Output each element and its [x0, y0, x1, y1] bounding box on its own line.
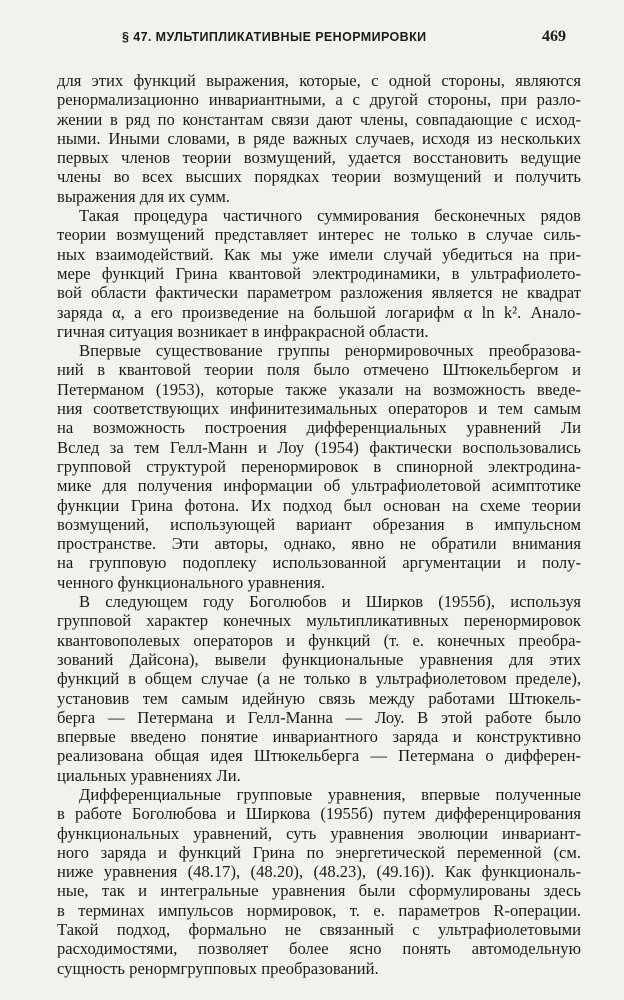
text-line: реализована общая идея Штюкельберга — Петермана о дифферен- — [57, 746, 581, 766]
page-number: 469 — [542, 28, 566, 45]
text-line: Дифференциальные групповые уравнения, впервые полученные — [79, 784, 581, 804]
text-line: мике для получения информации об ультрафиолетовой асимптотике — [57, 476, 581, 496]
text-line: выражения для их сумм. — [57, 186, 231, 206]
body-text — [57, 71, 581, 978]
text-line: ний в квантовой теории поля было отмечено Штюкельбергом и — [57, 360, 581, 380]
text-line: Такая процедура частичного суммирования бесконечных рядов — [79, 206, 581, 226]
paragraph-2 — [57, 206, 581, 341]
text-line: теории возмущений представляет интерес не только в случае силь- — [57, 225, 581, 245]
text-line: ниже уравнения (48.17), (48.20), (48.23), (49.16)). Как функциональ- — [57, 862, 581, 882]
text-line: первых членов теории возмущений, удается восстановить ведущие — [57, 148, 581, 168]
paragraph-3 — [57, 341, 581, 592]
text-line: пространстве. Эти авторы, однако, явно не обратили внимания — [57, 534, 581, 554]
text-line: ренормализационно инвариантными, а с другой стороны, при разло- — [57, 90, 581, 110]
text-line: Вслед за тем Гелл-Манн и Лоу (1954) фактически воспользовались — [57, 437, 581, 457]
paragraph-1 — [57, 71, 581, 206]
text-line: Впервые существование группы ренормировочных преобразова- — [79, 341, 581, 361]
text-line: гичная ситуация возникает в инфракрасной области. — [57, 321, 429, 341]
text-line: зований Дайсона), вывели функциональные уравнения для этих — [57, 649, 581, 669]
text-line: впервые введено понятие инвариантного заряда и конструктивно — [57, 727, 581, 747]
text-line: на групповую подоплеку использованной аргументации и полу- — [57, 553, 581, 573]
text-line: групповой характер конечных мультипликативных перенормировок — [57, 611, 581, 631]
text-line: жении в ряд по константам связи дают члены, совпадающие с исход- — [57, 109, 581, 129]
text-line: вой области фактически параметром разложения является не квадрат — [57, 283, 581, 303]
text-line: возмущений, использующей вариант обрезания в импульсном — [57, 514, 581, 534]
text-line: ных взаимодействий. Как мы уже имели случай убедиться на при- — [57, 244, 581, 264]
text-line: в терминах импульсов нормировок, т. е. параметров R-операции. — [57, 900, 581, 920]
text-line: заряда α, а его произведение на большой логарифм α ln k². Анало- — [57, 302, 581, 322]
text-line: мере функций Грина квантовой электродинамики, в ультрафиолето- — [57, 263, 581, 283]
text-line: ными. Иными словами, в ряде важных случаев, исходя из нескольких — [57, 128, 581, 148]
text-line: члены во всех высших порядках теории возмущений и получить — [57, 167, 581, 187]
text-line: для этих функций выражения, которые, с одной стороны, являются — [57, 71, 581, 90]
text-line: ного заряда и функций Грина по энергетической переменной (см. — [57, 842, 581, 862]
text-line: квантовополевых операторов и функций (т. е. конечных преобра- — [57, 630, 581, 650]
text-line: сущность ренормгрупповых преобразований. — [57, 958, 379, 978]
paragraph-5 — [57, 785, 581, 978]
text-line: берга — Петермана и Гелл-Манна — Лоу. В этой работе было — [57, 707, 581, 727]
running-head: § 47. МУЛЬТИПЛИКАТИВНЫЕ РЕНОРМИРОВКИ — [122, 30, 427, 44]
text-line: функциональных уравнений, суть уравнения эволюции инвариант- — [57, 823, 581, 843]
text-line: групповой структурой перенормировок в спинорной электродина- — [57, 456, 581, 476]
paragraph-4 — [57, 592, 581, 785]
text-line: ния соответствующих инфинитезимальных операторов и тем самым — [57, 399, 581, 419]
text-line: установив тем самым идейную связь между работами Штюкель- — [57, 688, 581, 708]
page-header — [0, 28, 624, 50]
text-line: циальных уравнениях Ли. — [57, 765, 241, 785]
text-line: В следующем году Боголюбов и Ширков (1955б), используя — [79, 592, 581, 612]
text-line: Такой подход, формально не связанный с ультрафиолетовыми — [57, 920, 581, 940]
text-line: Петерманом (1953), которые также указали на возможность введе- — [57, 379, 581, 399]
text-line: ные, так и интегральные уравнения были сформулированы здесь — [57, 881, 581, 901]
text-line: ченного функционального уравнения. — [57, 572, 326, 592]
text-line: в работе Боголюбова и Ширкова (1955б) путем дифференцирования — [57, 804, 581, 824]
text-line: расходимостями, позволяет более ясно понять автомодельную — [57, 939, 581, 959]
text-line: на возможность построения дифференциальных уравнений Ли — [57, 418, 581, 438]
text-line: функции Грина фотона. Их подход был основан на схеме теории — [57, 495, 581, 515]
text-line: функций в общем случае (а не только в ультрафиолетовом пределе), — [57, 669, 581, 689]
